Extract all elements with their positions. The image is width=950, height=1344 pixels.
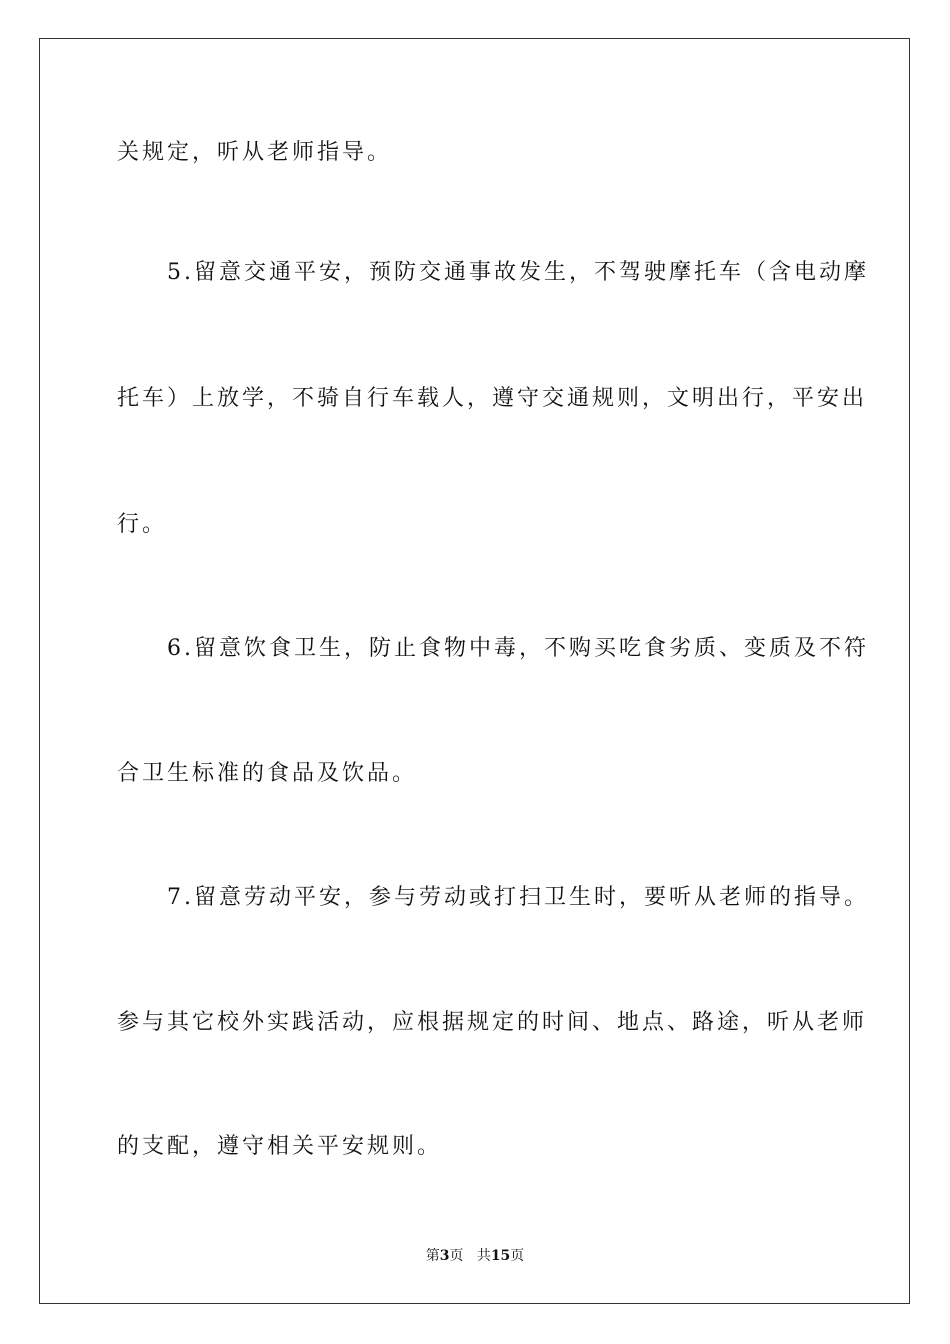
- body-line-8: 参与其它校外实践活动，应根据规定的时间、地点、路途，听从老师: [117, 1010, 868, 1035]
- body-line-1: 关规定，听从老师指导。: [117, 140, 393, 165]
- page-label-prefix: 第: [425, 1248, 440, 1264]
- total-label-suffix: 页: [510, 1248, 525, 1264]
- page-number: 3: [439, 1248, 450, 1264]
- total-pages: 15: [490, 1248, 511, 1264]
- body-line-9: 的支配，遵守相关平安规则。: [117, 1134, 443, 1159]
- total-label-prefix: 共: [476, 1248, 491, 1264]
- body-line-2: 5.留意交通平安，预防交通事故发生，不驾驶摩托车（含电动摩: [117, 260, 869, 285]
- body-line-3: 托车）上放学，不骑自行车载人，遵守交通规则，文明出行，平安出: [117, 386, 868, 411]
- body-line-7: 7.留意劳动平安，参与劳动或打扫卫生时，要听从老师的指导。: [117, 885, 869, 910]
- body-line-5: 6.留意饮食卫生，防止食物中毒，不购买吃食劣质、变质及不符: [117, 636, 869, 661]
- page-footer: [0, 1246, 950, 1266]
- page-label-suffix: 页: [449, 1248, 464, 1264]
- body-line-6: 合卫生标准的食品及饮品。: [117, 761, 418, 786]
- body-line-4: 行。: [117, 512, 168, 537]
- page-border: [39, 38, 910, 1304]
